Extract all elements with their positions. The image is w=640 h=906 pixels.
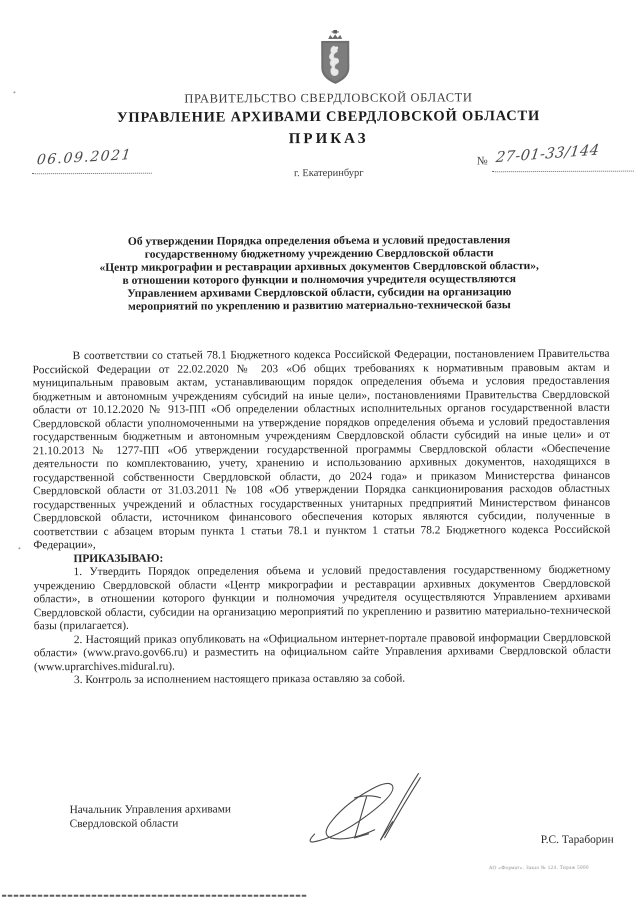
scan-edge-artifact <box>2 895 307 897</box>
print-shop-note: АО «Формат». Заказ № 124. Тираж 5000 <box>488 865 589 872</box>
order-title <box>39 234 599 314</box>
order-title-line: Об утверждении Порядка определения объема и условий предоставления <box>127 234 511 248</box>
signer-position-line1: Начальник Управления архивами <box>69 803 232 817</box>
order-body <box>33 348 611 688</box>
department-name: УПРАВЛЕНИЕ АРХИВАМИ СВЕРДЛОВСКОЙ ОБЛАСТИ <box>116 108 541 126</box>
order-title-line: государственному бюджетному учреждению Свердловской области <box>144 247 494 261</box>
preamble-paragraph: В соответствии со статьей 78.1 Бюджетного кодекса Российской Федерации, постановлением Правительства Российской Федерации от 22.02.2020 № 203 «Об общих требованиях к нормативным правовым актам и муниципальным правовым актам, устанавливающим порядок определения объема и условия предоставления бюджетным и автономным учреждениям субсидий на иные цели», постановлениями Правительства Свердловской области от 10.12.2020 № 913-ПП «Об определении областных исполнительных органов государственной власти Свердловской области уполномоченными на утверждение порядков определения объема и условий предоставления государственным бюджетным и автономным учреждениям Свердловской области субсидий на иные цели» и от 21.10.2013 № 1277-ПП «Об утверждении государственной программы Свердловской области «Обеспечение деятельности по комплектованию, учету, хранению и использованию архивных документов, находящихся в государственной собственности Свердловской области, до 2024 года» и приказом Министерства финансов Свердловской области от 31.03.2011 № 108 «Об утверждении Порядка санкционирования расходов областных государственных учреждений и областных государственных унитарных предприятий Министерством финансов Свердловской области, источником финансового обеспечения которых являются субсидии, полученные в соответствии с абзацем вторым пункта 1 статьи 78.1 и пунктом 1 статьи 78.2 Бюджетного кодекса Российской Федерации», <box>32 347 611 552</box>
signer-position <box>70 802 232 831</box>
order-item-2: 2. Настоящий приказ опубликовать на «Официальном интернет-портале правовой информации Свердловской области» (www.pravo.gov66.ru) и разместить на официальном сайте Управления архивами Свердловской области (www.uprarchives.midural.ru). <box>33 631 611 673</box>
scan-speck <box>13 91 15 93</box>
signer-name: Р.С. Тараборин <box>540 833 614 847</box>
signer-position-line2: Свердловской области <box>69 817 179 831</box>
order-item-3: 3. Контроль за исполнением настоящего приказа оставляю за собой. <box>73 672 406 687</box>
handwritten-date: 06.09.2021 <box>35 146 133 169</box>
order-title-line: Управлением архивами Свердловской области, субсидии на организацию <box>127 286 512 300</box>
government-name: ПРАВИТЕЛЬСТВО СВЕРДЛОВСКОЙ ОБЛАСТИ <box>184 90 473 106</box>
order-title-line: в отношении которого функции и полномочия учредителя осуществляются <box>122 273 516 287</box>
number-sign-label: № <box>476 155 488 168</box>
prikaz-keyword: ПРИКАЗЫВАЮ: <box>73 552 164 565</box>
scan-speck <box>18 547 20 549</box>
order-item-1: 1. Утвердить Порядок определения объема и условий предоставления государственному бюджетному учреждению Свердловской области «Центр микрографии и реставрации архивных документов Свердловской области», в отношении которого функции и полномочия учредителя осуществляются Управлением архивами Свердловской области, субсидии на организацию мероприятий по укреплению и развитию материально-технической базы (прилагается). <box>33 563 611 633</box>
order-title-line: «Центр микрографии и реставрации архивных документов Свердловской области», <box>99 260 539 274</box>
document-type-title: ПРИКАЗ <box>288 130 369 148</box>
handwritten-document-number: 27-01-33/144 <box>494 142 601 167</box>
order-title-line: мероприятий по укреплению и развитию материально-технической базы <box>127 299 511 313</box>
issuing-city: г. Екатеринбург <box>293 167 364 180</box>
signature-autograph-icon <box>296 771 441 862</box>
coat-of-arms-icon <box>318 30 352 86</box>
